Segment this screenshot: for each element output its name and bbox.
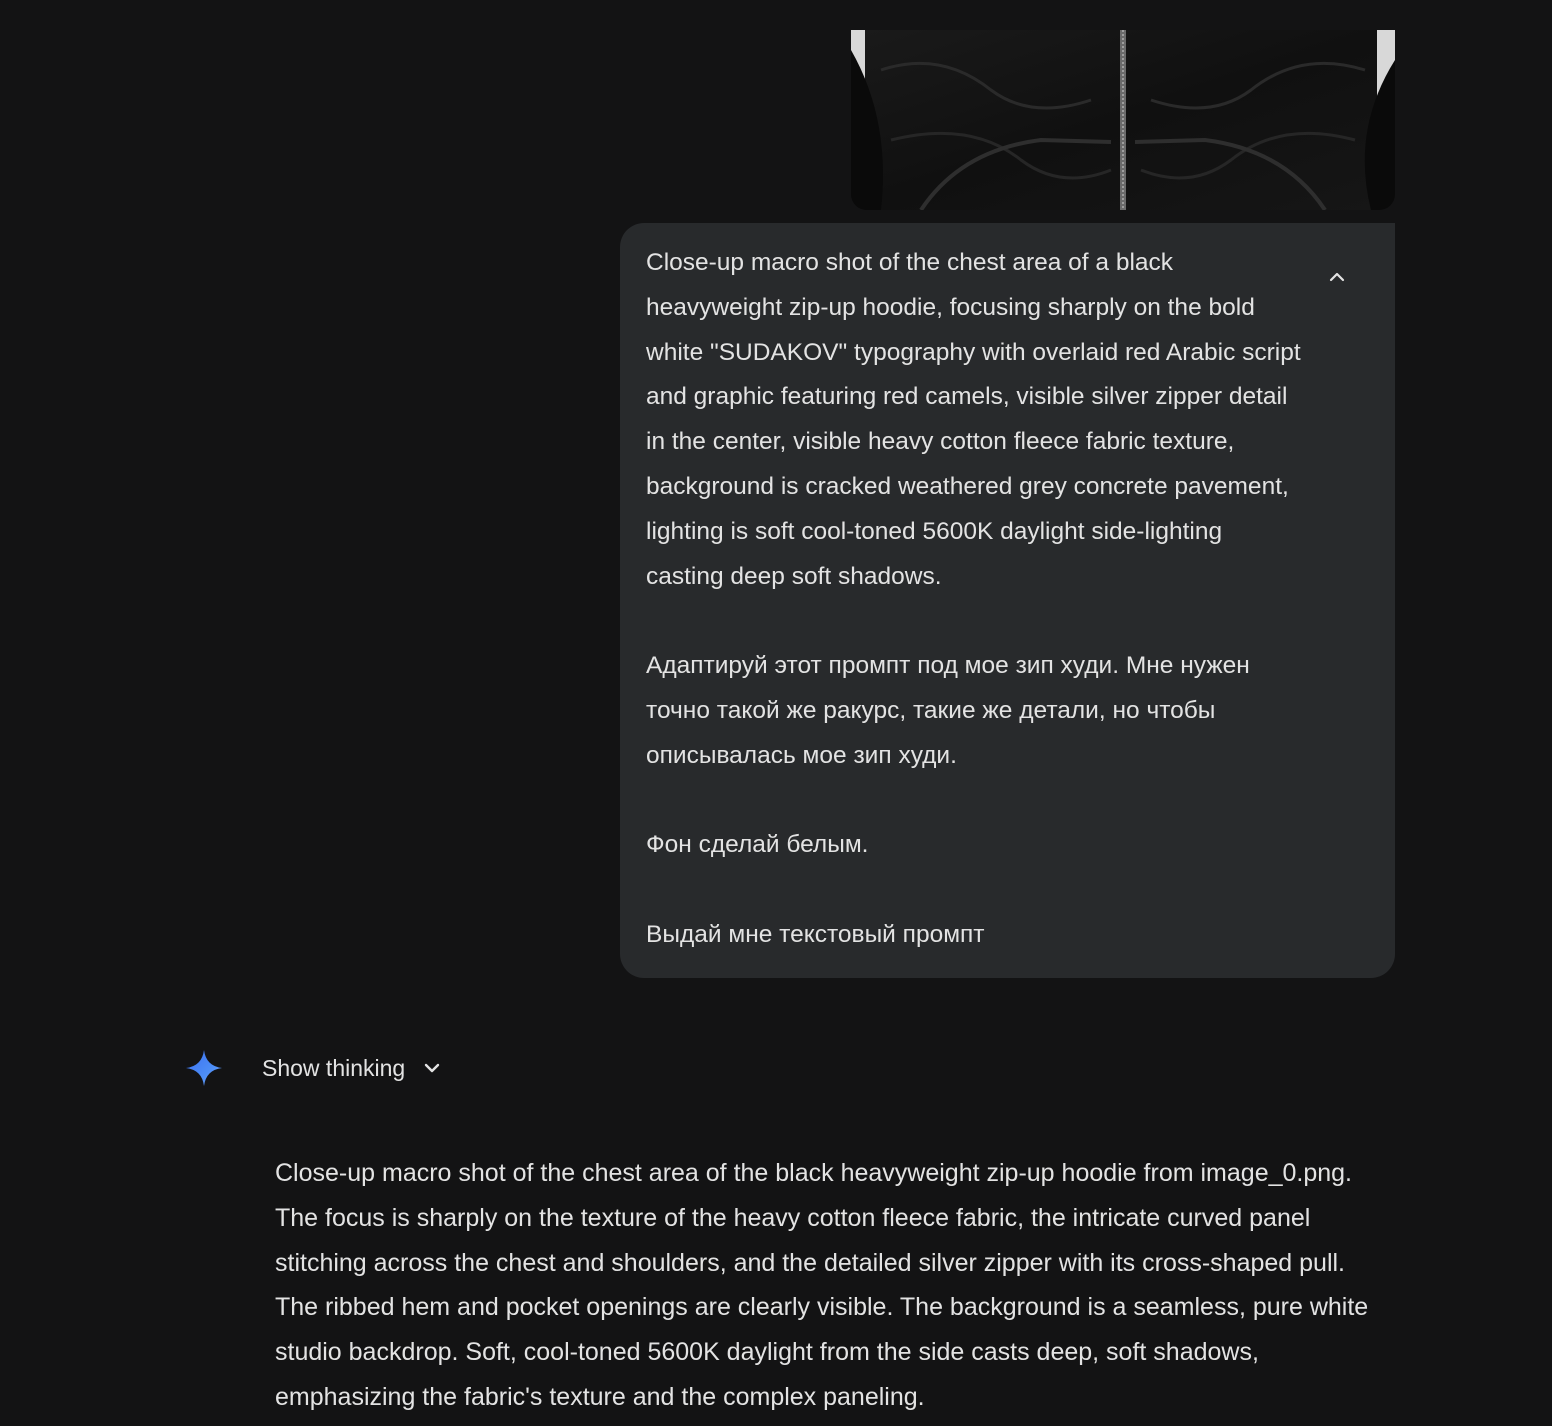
- show-thinking-label: Show thinking: [262, 1054, 406, 1081]
- response-header: [184, 1046, 443, 1090]
- chevron-up-icon: [1327, 267, 1347, 287]
- user-message-bubble: [620, 223, 1395, 978]
- gemini-sparkle-icon: [184, 1048, 224, 1088]
- user-message-paragraph: Выдай мне текстовый промпт: [646, 920, 985, 948]
- user-message-paragraph: Фон сделай белым.: [646, 831, 869, 859]
- hoodie-image: [851, 30, 1395, 210]
- attached-image[interactable]: [851, 30, 1395, 210]
- user-message-paragraph: Адаптируй этот промпт под мое зип худи. Мне нужен точно такой же ракурс, такие же детали, но чтобы описывалась мое зип худи.: [646, 652, 1250, 769]
- model-response-text: Close-up macro shot of the chest area of the black heavyweight zip-up hoodie from image_0.png. The focus is sharply on the texture of the heavy cotton fleece fabric, the intricate curved panel stitching across the chest and shoulders, and the detailed silver zipper with its cross-shaped pull. The ribbed hem and pocket openings are clearly visible. The background is a seamless, pure white studio backdrop. Soft, cool-toned 5600K daylight from the side casts deep, soft shadows, emphasizing the fabric's texture and the complex paneling.: [275, 1159, 1369, 1411]
- show-thinking-button[interactable]: [262, 1055, 443, 1082]
- user-message-paragraph: Close-up macro shot of the chest area of a black heavyweight zip-up hoodie, focusing sharply on the bold white "SUDAKOV" typography with overlaid red Arabic script and graphic featuring red camels, visible silver zipper detail in the center, visible heavy cotton fleece fabric texture, background is cracked weathered grey concrete pavement, lighting is soft cool-toned 5600K daylight side-lighting casting deep soft shadows.: [646, 249, 1301, 590]
- chevron-down-icon: [421, 1057, 443, 1079]
- collapse-message-button[interactable]: [1319, 259, 1355, 295]
